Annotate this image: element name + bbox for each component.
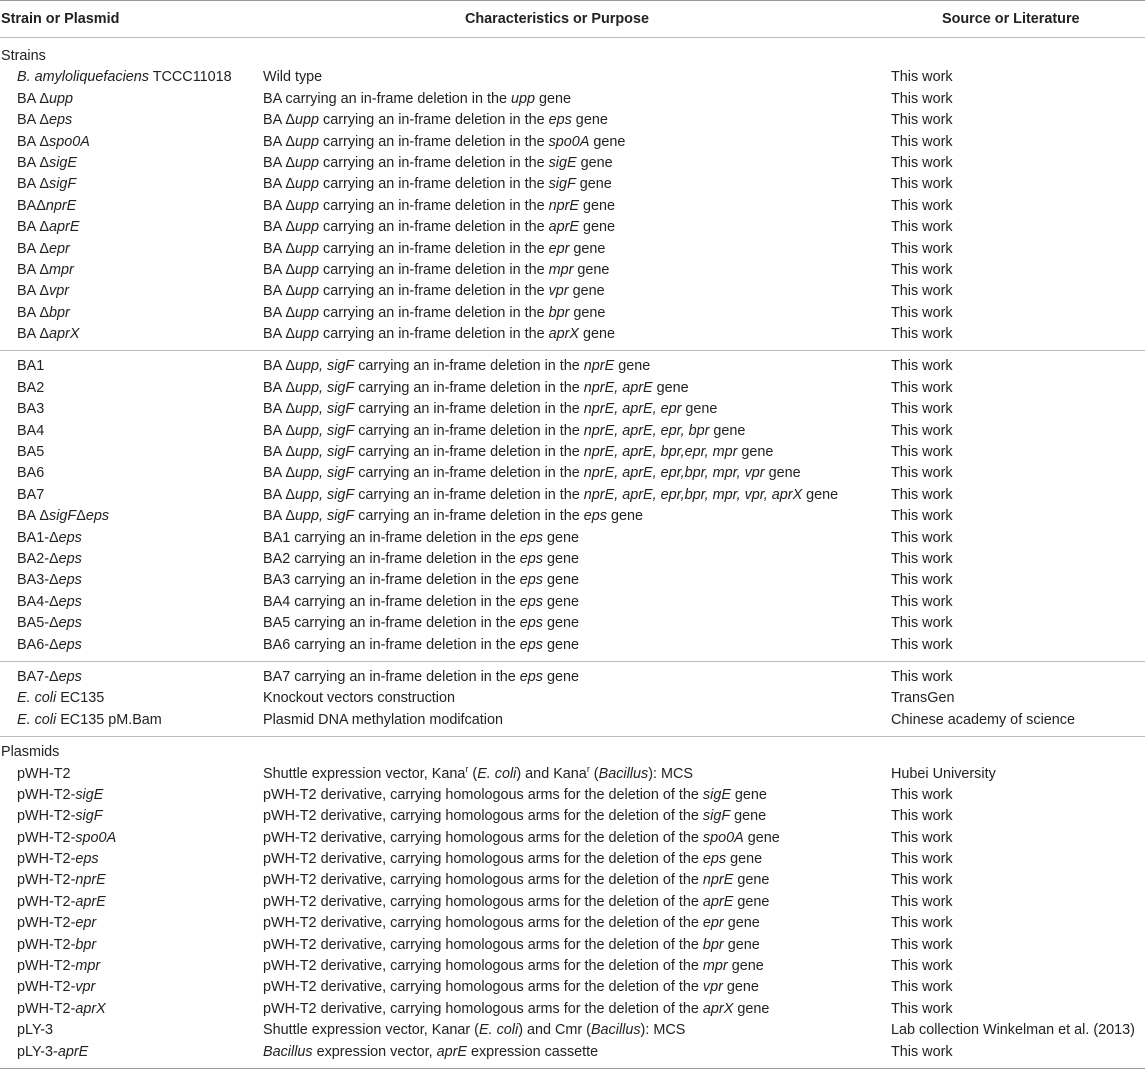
table-row xyxy=(0,785,1145,806)
table-row xyxy=(0,956,1145,977)
cell-description: BA4 carrying an in-frame deletion in the eps gene xyxy=(263,593,579,610)
cell-source: This work xyxy=(891,401,953,418)
cell-name: BA ΔsigE xyxy=(17,154,78,171)
table-row xyxy=(0,506,1145,527)
cell-description: pWH-T2 derivative, carrying homologous arms for the deletion of the bpr gene xyxy=(263,936,760,953)
table-row xyxy=(0,89,1145,110)
table-row xyxy=(0,892,1145,913)
cell-name: pWH-T2-vpr xyxy=(17,979,96,996)
cell-name: BA3-Δeps xyxy=(17,572,82,589)
cell-description: pWH-T2 derivative, carrying homologous arms for the deletion of the aprX gene xyxy=(263,1000,770,1017)
cell-description: BA7 carrying an in-frame deletion in the eps gene xyxy=(263,668,579,685)
cell-description: pWH-T2 derivative, carrying homologous arms for the deletion of the epr gene xyxy=(263,915,760,932)
cell-source: This work xyxy=(891,508,953,525)
cell-name: pWH-T2-nprE xyxy=(17,872,106,889)
table-row xyxy=(0,806,1145,827)
cell-name: pWH-T2-aprE xyxy=(17,893,106,910)
table-row xyxy=(0,635,1145,656)
cell-source: This work xyxy=(891,326,953,343)
table-row xyxy=(0,688,1145,709)
cell-description: Shuttle expression vector, Kana$^r$ (E. coli) and Kana$^r$ (Bacillus): MCS xyxy=(263,763,693,782)
header-source: Source or Literature xyxy=(942,11,1080,27)
table-row xyxy=(0,849,1145,870)
cell-source: This work xyxy=(891,240,953,257)
cell-name: pWH-T2-aprX xyxy=(17,1000,106,1017)
cell-description: BA Δupp, sigF carrying an in-frame deletion in the nprE, aprE, epr,bpr, mpr, vpr, aprX gene xyxy=(263,486,839,503)
cell-description: BA Δupp carrying an in-frame deletion in the eps gene xyxy=(263,112,608,129)
cell-source: This work xyxy=(891,958,953,975)
cell-description: pWH-T2 derivative, carrying homologous arms for the deletion of the sigF gene xyxy=(263,808,767,825)
cell-source: This work xyxy=(891,808,953,825)
table-row xyxy=(0,378,1145,399)
table-row xyxy=(0,356,1145,377)
cell-description: BA Δupp carrying an in-frame deletion in the sigF gene xyxy=(263,176,612,193)
table-row xyxy=(0,870,1145,891)
cell-source: Lab collection Winkelman et al. (2013) xyxy=(891,1022,1135,1039)
cell-name: pLY-3-aprE xyxy=(17,1043,89,1060)
table-row xyxy=(0,217,1145,238)
cell-source: Hubei University xyxy=(891,765,996,782)
cell-description: BA Δupp carrying an in-frame deletion in the aprE gene xyxy=(263,219,616,236)
cell-description: Knockout vectors construction xyxy=(263,690,455,707)
cell-source: This work xyxy=(891,154,953,171)
cell-description: BA Δupp carrying an in-frame deletion in the epr gene xyxy=(263,240,606,257)
cell-description: BA Δupp, sigF carrying an in-frame deletion in the nprE, aprE, epr, bpr gene xyxy=(263,422,746,439)
cell-name: B. amyloliquefaciens TCCC11018 xyxy=(17,69,232,86)
cell-source: This work xyxy=(891,915,953,932)
cell-description: BA Δupp carrying an in-frame deletion in the vpr gene xyxy=(263,283,605,300)
table-row xyxy=(0,999,1145,1020)
cell-name: BA ΔsigFΔeps xyxy=(17,508,110,525)
table-body xyxy=(0,38,1145,1063)
header-characteristics: Characteristics or Purpose xyxy=(465,11,649,27)
table-row xyxy=(0,1020,1145,1041)
table-row xyxy=(0,485,1145,506)
cell-source: This work xyxy=(891,979,953,996)
cell-description: BA Δupp carrying an in-frame deletion in the sigE gene xyxy=(263,154,613,171)
cell-source: TransGen xyxy=(891,690,955,707)
table-row xyxy=(0,196,1145,217)
cell-source: This work xyxy=(891,829,953,846)
table-row xyxy=(0,764,1145,785)
table-row xyxy=(0,399,1145,420)
cell-source: This work xyxy=(891,465,953,482)
table-row xyxy=(0,281,1145,302)
cell-description: BA Δupp carrying an in-frame deletion in the bpr gene xyxy=(263,304,606,321)
cell-source: This work xyxy=(891,572,953,589)
cell-name: BA Δepr xyxy=(17,240,70,257)
cell-name: BA Δupp xyxy=(17,90,74,107)
cell-name: BA6 xyxy=(17,465,45,482)
cell-name: BA1 xyxy=(17,358,45,375)
section-strains-text: Strains xyxy=(1,48,46,64)
cell-name: BA Δspo0A xyxy=(17,133,90,150)
cell-source: This work xyxy=(891,486,953,503)
cell-description: pWH-T2 derivative, carrying homologous arms for the deletion of the eps gene xyxy=(263,851,763,868)
cell-name: BA Δbpr xyxy=(17,304,70,321)
table-row xyxy=(0,132,1145,153)
cell-source: This work xyxy=(891,593,953,610)
cell-source: This work xyxy=(891,786,953,803)
cell-source: This work xyxy=(891,872,953,889)
table-row xyxy=(0,710,1145,731)
cell-name: pWH-T2-sigF xyxy=(17,808,103,825)
table-row xyxy=(0,463,1145,484)
cell-source: This work xyxy=(891,615,953,632)
cell-name: BA Δmpr xyxy=(17,261,74,278)
cell-description: pWH-T2 derivative, carrying homologous arms for the deletion of the spo0A gene xyxy=(263,829,780,846)
table-row xyxy=(0,528,1145,549)
table-row xyxy=(0,1042,1145,1063)
table-row xyxy=(0,153,1145,174)
cell-name: BA Δvpr xyxy=(17,283,70,300)
table-row xyxy=(0,67,1145,88)
cell-name: pWH-T2 xyxy=(17,765,71,782)
cell-description: BA3 carrying an in-frame deletion in the eps gene xyxy=(263,572,579,589)
cell-name: pWH-T2-mpr xyxy=(17,958,101,975)
cell-source: This work xyxy=(891,851,953,868)
group-divider xyxy=(0,661,1145,662)
cell-source: This work xyxy=(891,379,953,396)
cell-source: This work xyxy=(891,283,953,300)
cell-source: This work xyxy=(891,358,953,375)
section-strains xyxy=(0,46,1145,67)
table-row xyxy=(0,570,1145,591)
cell-name: BA ΔsigF xyxy=(17,176,77,193)
cell-source: This work xyxy=(891,112,953,129)
cell-source: This work xyxy=(891,529,953,546)
cell-name: BA2-Δeps xyxy=(17,550,82,567)
cell-source: This work xyxy=(891,422,953,439)
cell-description: pWH-T2 derivative, carrying homologous arms for the deletion of the aprE gene xyxy=(263,893,770,910)
cell-source: This work xyxy=(891,936,953,953)
cell-source: This work xyxy=(891,550,953,567)
table-row xyxy=(0,913,1145,934)
cell-name: BA7-Δeps xyxy=(17,668,82,685)
cell-description: BA2 carrying an in-frame deletion in the eps gene xyxy=(263,550,579,567)
cell-source: This work xyxy=(891,261,953,278)
table-row xyxy=(0,549,1145,570)
cell-name: E. coli EC135 pM.Bam xyxy=(17,711,162,728)
cell-description: BA Δupp carrying an in-frame deletion in the spo0A gene xyxy=(263,133,626,150)
table-row xyxy=(0,667,1145,688)
table-row xyxy=(0,442,1145,463)
table-row xyxy=(0,260,1145,281)
cell-description: BA Δupp, sigF carrying an in-frame deletion in the nprE, aprE, epr,bpr, mpr, vpr gene xyxy=(263,465,801,482)
cell-source: This work xyxy=(891,133,953,150)
cell-source: This work xyxy=(891,176,953,193)
table-row xyxy=(0,239,1145,260)
cell-name: BA Δeps xyxy=(17,112,73,129)
cell-name: pWH-T2-bpr xyxy=(17,936,97,953)
cell-name: pWH-T2-eps xyxy=(17,851,99,868)
cell-source: This work xyxy=(891,90,953,107)
cell-source: This work xyxy=(891,304,953,321)
cell-name: pWH-T2-epr xyxy=(17,915,97,932)
cell-name: BA ΔaprE xyxy=(17,219,80,236)
cell-name: BA4-Δeps xyxy=(17,593,82,610)
cell-description: BA carrying an in-frame deletion in the upp gene xyxy=(263,90,572,107)
table-row xyxy=(0,977,1145,998)
table-row xyxy=(0,592,1145,613)
cell-source: This work xyxy=(891,69,953,86)
cell-description: BA Δupp, sigF carrying an in-frame deletion in the eps gene xyxy=(263,508,644,525)
cell-description: pWH-T2 derivative, carrying homologous arms for the deletion of the mpr gene xyxy=(263,958,764,975)
cell-source: This work xyxy=(891,636,953,653)
cell-description: BA1 carrying an in-frame deletion in the eps gene xyxy=(263,529,579,546)
cell-name: pWH-T2-spo0A xyxy=(17,829,117,846)
cell-source: This work xyxy=(891,668,953,685)
cell-description: Plasmid DNA methylation modifcation xyxy=(263,711,503,728)
group-divider xyxy=(0,350,1145,351)
cell-name: BAΔnprE xyxy=(17,197,77,214)
cell-source: This work xyxy=(891,1043,953,1060)
cell-description: BA Δupp carrying an in-frame deletion in the aprX gene xyxy=(263,326,616,343)
cell-source: This work xyxy=(891,1000,953,1017)
cell-name: E. coli EC135 xyxy=(17,690,105,707)
section-plasmids xyxy=(0,742,1145,763)
cell-source: Chinese academy of science xyxy=(891,711,1075,728)
cell-description: pWH-T2 derivative, carrying homologous arms for the deletion of the vpr gene xyxy=(263,979,759,996)
table-row xyxy=(0,324,1145,345)
cell-name: BA5-Δeps xyxy=(17,615,82,632)
cell-description: Shuttle expression vector, Kanar (E. coli) and Cmr (Bacillus): MCS xyxy=(263,1022,686,1039)
cell-name: BA6-Δeps xyxy=(17,636,82,653)
table-bottom-rule xyxy=(0,1068,1145,1069)
cell-description: BA Δupp carrying an in-frame deletion in the mpr gene xyxy=(263,261,610,278)
table-row xyxy=(0,613,1145,634)
cell-source: This work xyxy=(891,893,953,910)
table-row xyxy=(0,935,1145,956)
cell-name: BA ΔaprX xyxy=(17,326,80,343)
group-divider xyxy=(0,736,1145,737)
section-plasmids-text: Plasmids xyxy=(1,744,60,761)
table-row xyxy=(0,174,1145,195)
table-header xyxy=(0,0,1145,38)
cell-description: BA Δupp, sigF carrying an in-frame deletion in the nprE, aprE gene xyxy=(263,379,689,396)
cell-source: This work xyxy=(891,197,953,214)
cell-name: BA2 xyxy=(17,379,45,396)
cell-source: This work xyxy=(891,219,953,236)
cell-description: pWH-T2 derivative, carrying homologous arms for the deletion of the nprE gene xyxy=(263,872,770,889)
table-row xyxy=(0,303,1145,324)
table-row xyxy=(0,421,1145,442)
cell-name: pLY-3 xyxy=(17,1022,54,1039)
cell-name: BA7 xyxy=(17,486,45,503)
table-row xyxy=(0,828,1145,849)
cell-name: BA4 xyxy=(17,422,45,439)
cell-name: BA3 xyxy=(17,401,45,418)
cell-description: BA Δupp, sigF carrying an in-frame deletion in the nprE, aprE, bpr,epr, mpr gene xyxy=(263,444,774,461)
cell-description: BA Δupp, sigF carrying an in-frame deletion in the nprE, aprE, epr gene xyxy=(263,401,718,418)
cell-description: pWH-T2 derivative, carrying homologous arms for the deletion of the sigE gene xyxy=(263,786,767,803)
cell-description: BA Δupp, sigF carrying an in-frame deletion in the nprE gene xyxy=(263,358,651,375)
header-strain-or-plasmid: Strain or Plasmid xyxy=(1,11,120,27)
cell-description: BA5 carrying an in-frame deletion in the eps gene xyxy=(263,615,579,632)
cell-name: BA5 xyxy=(17,444,45,461)
cell-source: This work xyxy=(891,444,953,461)
cell-description: Wild type xyxy=(263,69,323,86)
cell-description: BA Δupp carrying an in-frame deletion in the nprE gene xyxy=(263,197,616,214)
cell-name: pWH-T2-sigE xyxy=(17,786,104,803)
cell-description: Bacillus expression vector, aprE expression cassette xyxy=(263,1043,599,1060)
cell-name: BA1-Δeps xyxy=(17,529,82,546)
cell-description: BA6 carrying an in-frame deletion in the eps gene xyxy=(263,636,579,653)
table-row xyxy=(0,110,1145,131)
